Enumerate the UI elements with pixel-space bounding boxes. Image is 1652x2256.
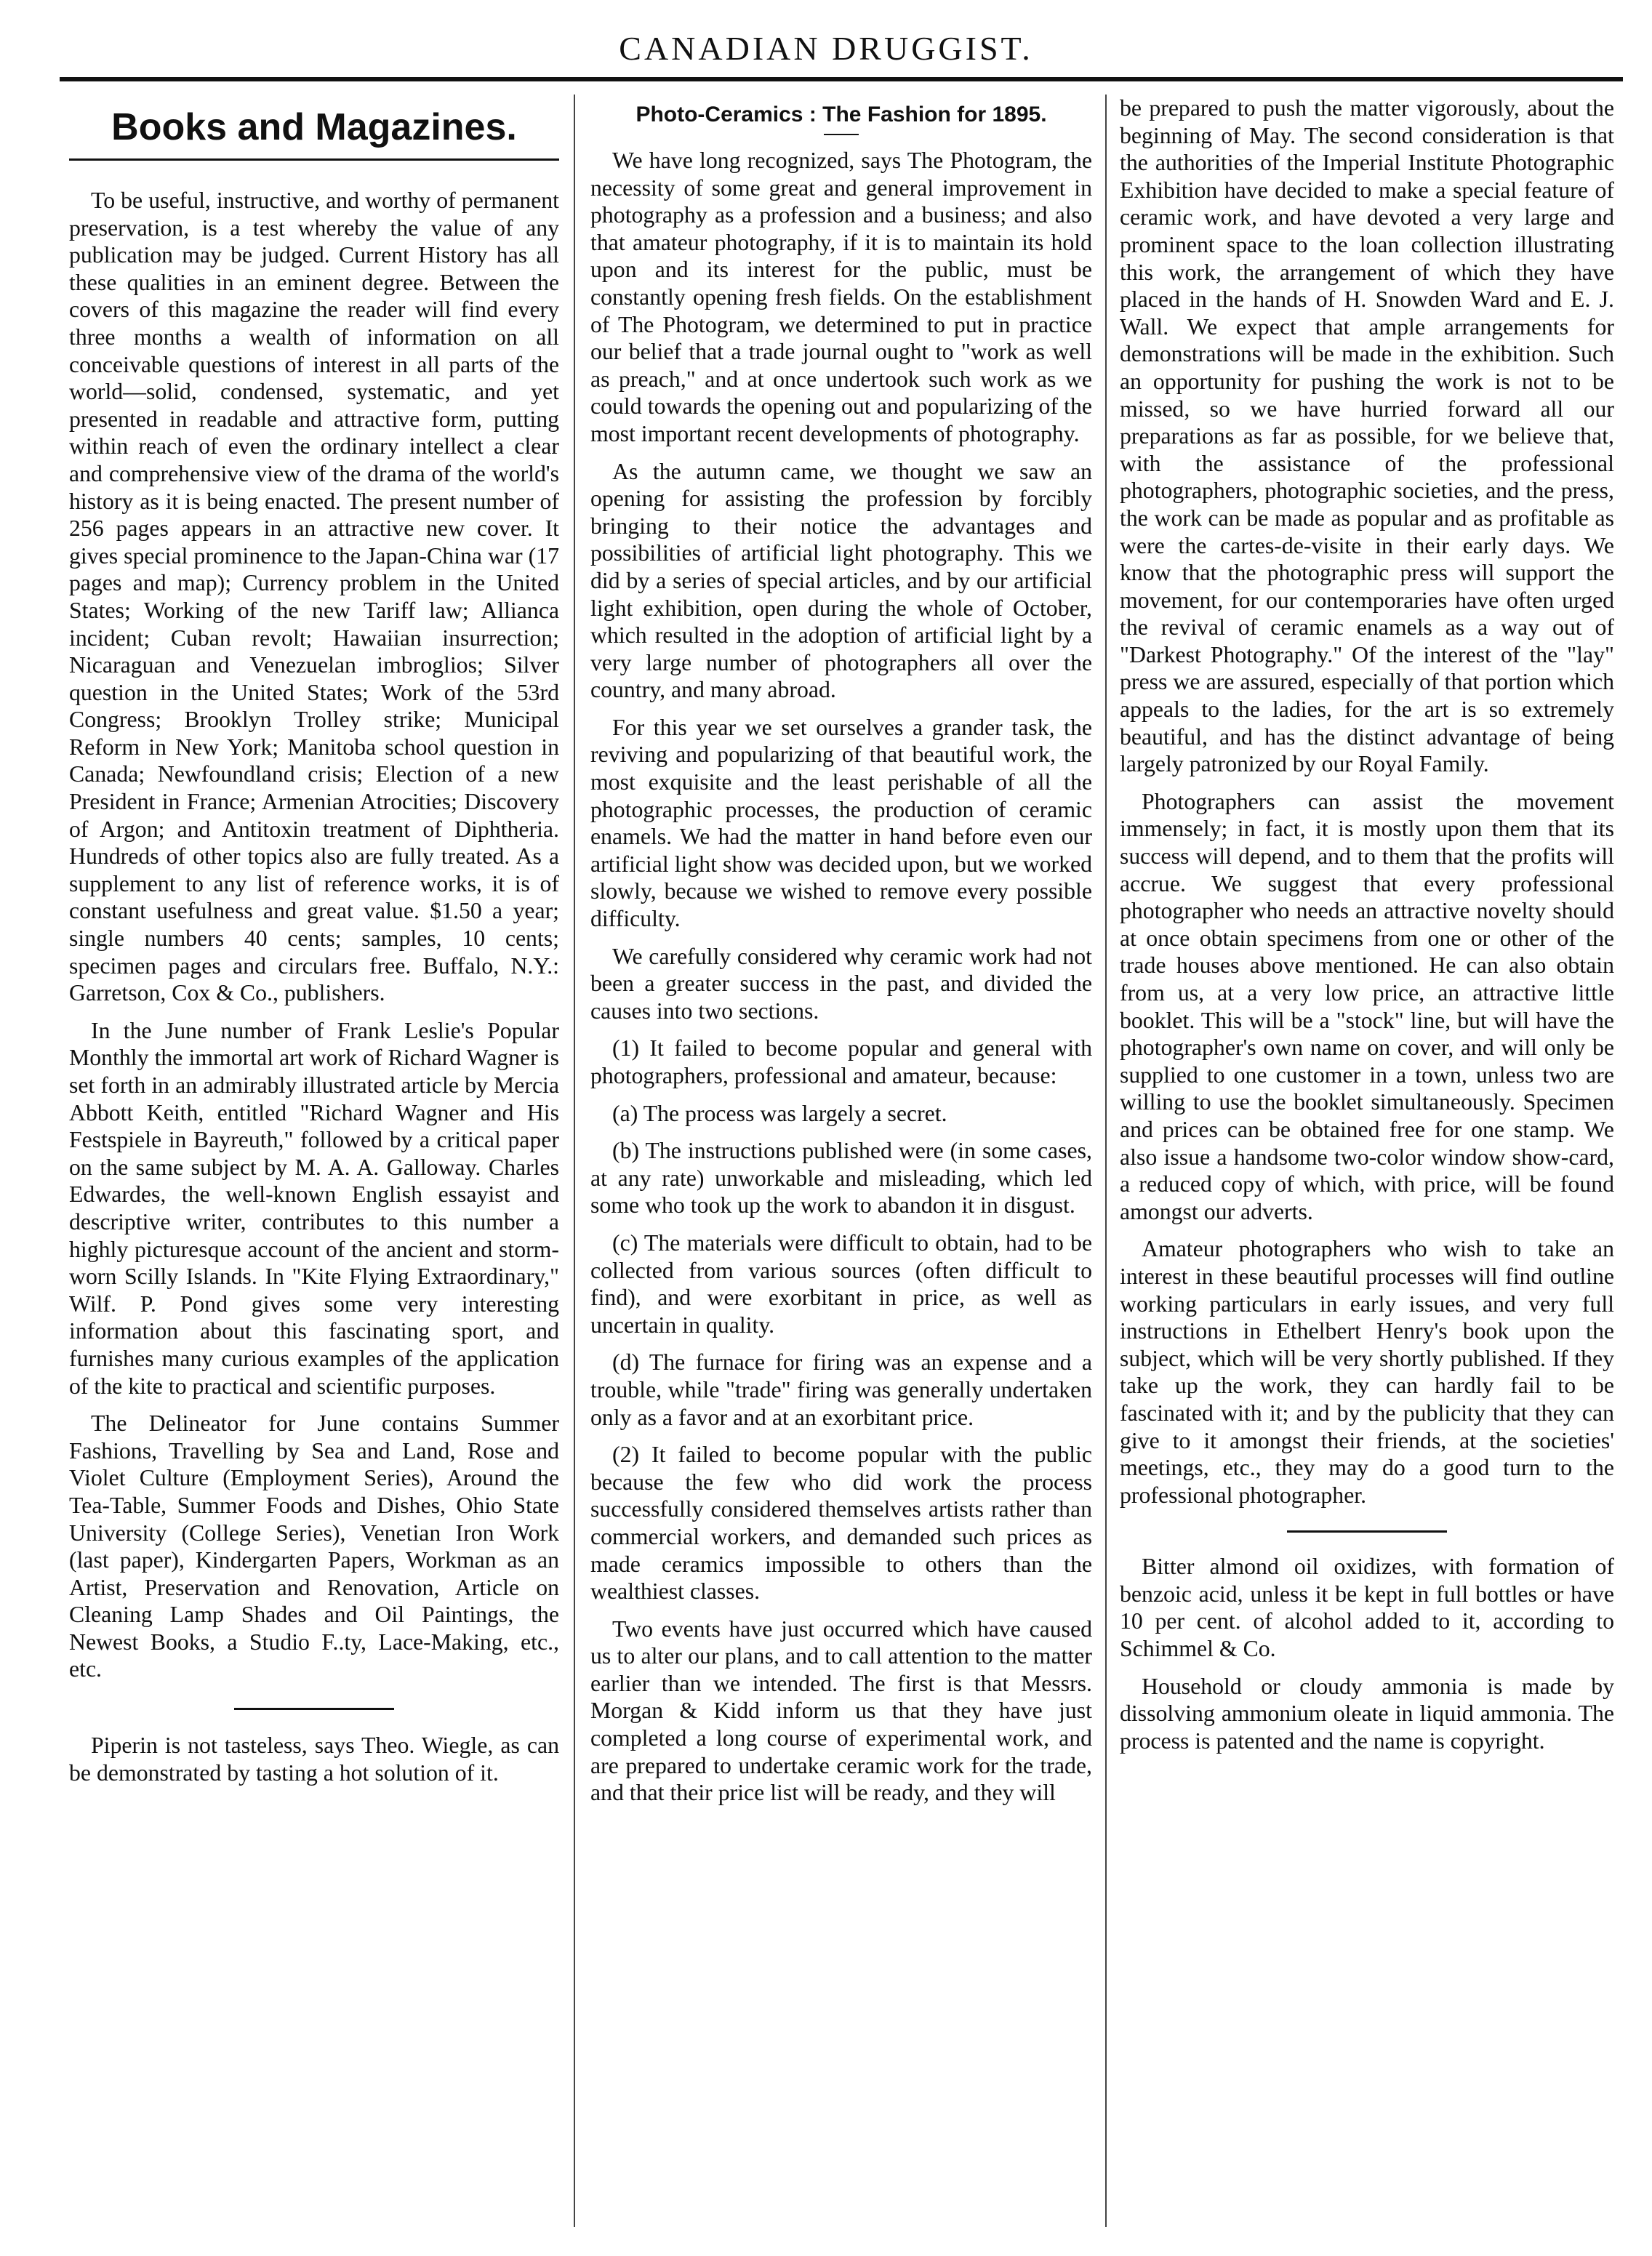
paragraph: We carefully considered why ceramic work had not been a greater success in the past, and divided the causes into two sections.: [590, 943, 1092, 1024]
note-piperin: Piperin is not tasteless, says Theo. Wiegle, as can be demonstrated by tasting a hot solution of it.: [69, 1733, 559, 1786]
paragraph: Amateur photographers who wish to take an interest in these beautiful processes will find outline working particulars in early issues, and very full instructions in Ethelbert Henry's book upon the subject, which will be very shortly published. If they take up the work, they can hardly fail to be fascinated with it; and by the publicity that they can give to it amongst their friends, at the societies' meetings, etc., they may do a good turn to the professional photographer.: [1120, 1236, 1614, 1508]
paragraph: Two events have just occurred which have caused us to alter our plans, and to call attention to the matter earlier than we intended. The first is that Messrs. Morgan & Kidd inform us that they have just completed a long course of experimental work, and are prepared to undertake ceramic work for the trade, and that their price list will be ready, and they will: [590, 1615, 1092, 1806]
list-item: (b) The instructions published were (in some cases, at any rate) unworkable and misleading, which led some who took up the work to abandon it in disgust.: [590, 1138, 1092, 1219]
paragraph: (2) It failed to become popular with the public because the few who did work the process successfully considered themselves artists rather than commercial workers, and demanded such prices as made ceramics impossible to others than the wealthiest classes.: [590, 1442, 1092, 1605]
article-frank-leslies: In the June number of Frank Leslie's Popular Monthly the immortal art work of Richard Wagner is set forth in an admirably illustrated article by Mercia Abbott Keith, entitled "Richard Wagner and His Festspiele in Bayreuth," followed by a critical paper on the same subject by M. A. A. Galloway. Charles Edwardes, the well-known English essayist and descriptive writer, contributes to this number a highly picturesque account of the ancient and storm-worn Scilly Islands. In "Kite Flying Extraordinary," Wilf. P. Pond gives some very interesting information about this fascinating sport, and furnishes many curious examples of the application of the kite to practical and scientific purposes.: [69, 1017, 559, 1399]
list-item: (a) The process was largely a secret.: [612, 1100, 947, 1126]
title-short-rule: [824, 134, 859, 135]
column-divider-2: [1105, 95, 1107, 2227]
article-delineator: The Delineator for June contains Summer Fashions, Travelling by Sea and Land, Rose and Violet Culture (Employment Series), Around the Tea-Table, Summer Foods and Dishes, Ohio State University (College Series), Venetian Iron Work (last paper), Kindergarten Papers, Workman as an Artist, Preservation and Renovation, Article on Cleaning Lamp Shades and Oil Paintings, the Newest Books, a Studio F..ty, Lace-Making, etc., etc.: [69, 1410, 559, 1682]
paragraph: For this year we set ourselves a grander task, the reviving and popularizing of that beautiful work, the most exquisite and the least perishable of all the photographic processes, the production of ceramic enamels. We had the matter in hand before even our artificial light show was decided upon, but we worked slowly, because we wished to remove every possible difficulty.: [590, 714, 1092, 932]
column-photo-ceramics: [590, 95, 1092, 2227]
paragraph: Photographers can assist the movement immensely; in fact, it is mostly upon them that its success will depend, and to them that the profits will accrue. We suggest that every professional photographer who needs an attractive novelty should at once obtain specimens from one or other of the trade houses above mentioned. He can also obtain from us, at a very low price, an attractive little booklet. This will be a "stock" line, but will have the photographer's own name on cover, and will only be supplied to one customer in a town, unless two are willing to use the booklet simultaneously. Specimen and prices can be obtained free for one stamp. We also issue a handsome two-color window show-card, a reduced copy of which, with price, will be found amongst our adverts.: [1120, 788, 1614, 1224]
note-almond-oil: Bitter almond oil oxidizes, with formation of benzoic acid, unless it be kept in full bottles or have 10 per cent. of alcohol added to it, according to Schimmel & Co.: [1120, 1554, 1614, 1662]
list-item: (d) The furnace for firing was an expense and a trouble, while "trade" firing was generally undertaken only as a favor and at an exorbitant price.: [590, 1349, 1092, 1430]
running-head: CANADIAN DRUGGIST.: [619, 30, 1033, 67]
section-title-rule: [69, 158, 559, 161]
list-item: (c) The materials were difficult to obtain, had to be collected from various sources (often difficult to find), and were exorbitant in price, as well as uncertain in quality.: [590, 1229, 1092, 1338]
paragraph: (1) It failed to become popular and general with photographers, professional and amateur, because:: [590, 1035, 1092, 1088]
paragraph: As the autumn came, we thought we saw an opening for assisting the profession by forcibly bringing to their notice the advantages and possibilities of artificial light photography. This we did by a series of special articles, and by our artificial light exhibition, open during the whole of October, which resulted in the adoption of artificial light by a very large number of photographers all over the country, and many abroad.: [590, 458, 1092, 703]
separator-rule: [234, 1708, 394, 1710]
column-continued: [1120, 95, 1614, 2227]
page-header: [0, 0, 1652, 86]
column-books-and-magazines: [69, 95, 559, 2227]
paragraph-continued: be prepared to push the matter vigorously, about the beginning of May. The second consideration is that the authorities of the Imperial Institute Photographic Exhibition have decided to make a special feature of ceramic work, and have devoted a very large and prominent space to the loan collection illustrating this work, the arrangement of which they have placed in the hands of H. Snowden Ward and E. J. Wall. We expect that ample arrangements for demonstrations will be made in the exhibition. Such an opportunity for pushing the work is not to be missed, so we have hurried forward all our preparations as far as possible, for we believe that, with the assistance of the professional photographers, photographic societies, and the press, the work can be made as popular and as profitable as were the cartes-de-visite in their early days. We know that the photographic press will support the movement, for our contemporaries have often urged the revival of ceramic enamels as a way out of "Darkest Photography." Of the interest of the "lay" press we are assured, especially of that portion which appeals to the ladies, for the art is so extremely beautiful, and has the distinct advantage of being largely patronized by our Royal Family.: [1120, 95, 1614, 777]
note-ammonia: Household or cloudy ammonia is made by dissolving ammonium oleate in liquid ammonia. The process is patented and the name is copyright.: [1120, 1673, 1614, 1754]
paragraph: We have long recognized, says The Photogram, the necessity of some great and general improvement in photography as a profession and a business; and also that amateur photography, if it is to maintain its hold upon and its interest for the public, must be constantly opening fresh fields. On the establishment of The Photogram, we determined to put in practice our belief that a trade journal ought to "work as well as preach," and at once undertook such work as we could towards the opening out and popularizing of the most important recent developments of photography.: [590, 148, 1092, 446]
section-title-photo-ceramics: Photo-Ceramics : The Fashion for 1895.: [635, 103, 1047, 127]
separator-rule: [1287, 1530, 1447, 1533]
section-title-books: Books and Magazines.: [111, 106, 517, 148]
article-current-history: To be useful, instructive, and worthy of permanent preservation, is a test whereby the value of any publication may be judged. Current History has all these qualities in an eminent degree. Between the covers of this magazine the reader will find every three months a wealth of information on all conceivable questions of interest in all parts of the world—solid, condensed, systematic, and yet presented in readable and attractive form, putting within reach of even the ordinary intellect a clear and comprehensive view of the drama of the world's history as it is being enacted. The present number of 256 pages appears in an attractive new cover. It gives special prominence to the Japan-China war (17 pages and map); Currency problem in the United States; Working of the new Tariff law; Allianca incident; Cuban revolt; Hawaiian insurrection; Nicaraguan and Venezuelan imbroglios; Silver question in the United States; Work of the 53rd Congress; Brooklyn Trolley strike; Municipal Reform in New York; Manitoba school question in Canada; Newfoundland crisis; Election of a new President in France; Armenian Atrocities; Discovery of Argon; and Antitoxin treatment of Diphtheria. Hundreds of other topics also are fully treated. As a supplement to any list of reference works, it is of constant usefulness and great value. $1.50 a year; single numbers 40 cents; samples, 10 cents; specimen pages and circulars free. Buffalo, N.Y.: Garretson, Cox & Co., publishers.: [69, 188, 559, 1006]
column-divider-1: [574, 95, 575, 2227]
header-rule: [60, 77, 1623, 81]
